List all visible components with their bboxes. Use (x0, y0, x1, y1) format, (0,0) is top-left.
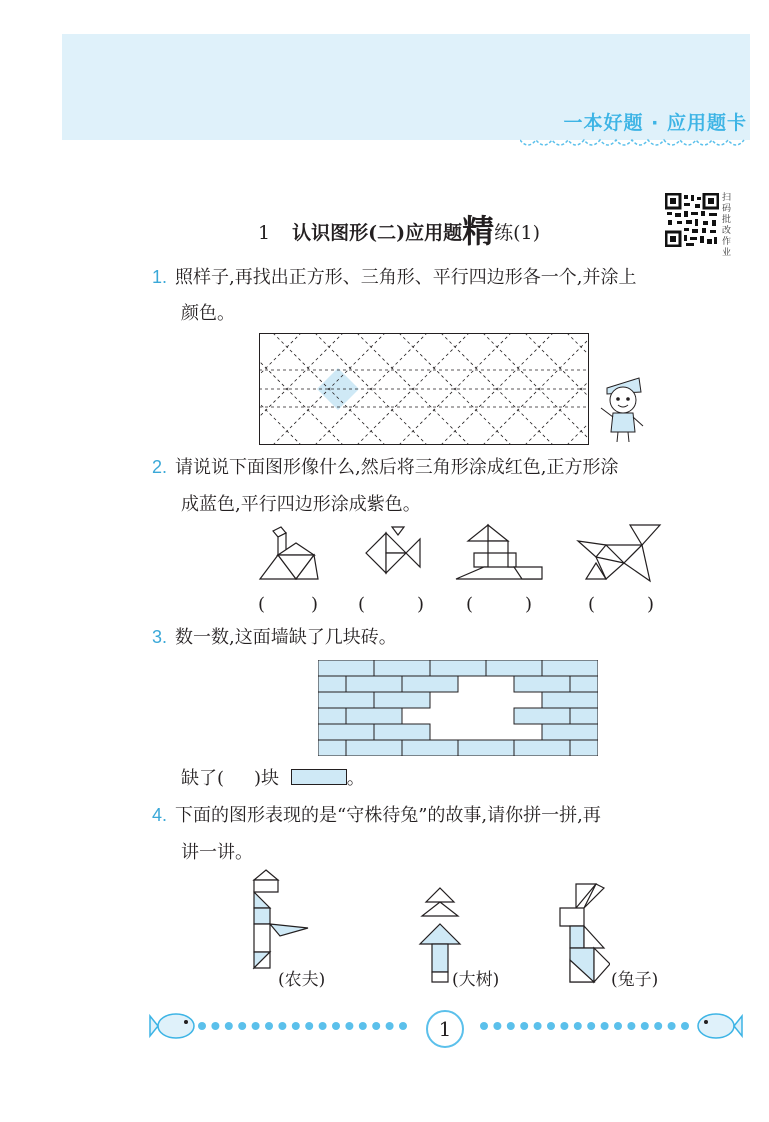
lesson-suffix: 练(1) (494, 222, 541, 244)
brick (570, 708, 598, 724)
fish-icon-left (148, 1008, 198, 1044)
tangram-boat (456, 525, 542, 579)
dotted-line-left (196, 1020, 414, 1032)
dotted-line-right (478, 1020, 696, 1032)
brick (318, 692, 374, 708)
question-3-number: 3. (152, 627, 168, 647)
banner-title: 一本好题 · 应用题卡 (563, 112, 747, 134)
question-4-text-cont: 讲一讲。 (181, 842, 253, 863)
qr-code-icon[interactable] (665, 193, 719, 247)
fish-icon-right (694, 1008, 744, 1044)
brick (542, 724, 598, 740)
lesson-big-char: 精 (462, 212, 495, 250)
question-1-text: 照样子,再找出正方形、三角形、平行四边形各一个,并涂上 (175, 267, 637, 288)
brick (374, 724, 430, 740)
question-2-number: 2. (152, 457, 168, 477)
brick (318, 676, 346, 692)
tangram-fish (366, 527, 420, 573)
brick (430, 660, 486, 676)
page-number: 1 (426, 1010, 464, 1048)
brick (458, 740, 514, 756)
question-2-text: 请说说下面图形像什么,然后将三角形涂成红色,正方形涂 (175, 457, 619, 478)
tangram-figures-row[interactable] (256, 523, 666, 585)
brick (374, 692, 430, 708)
brick (542, 692, 598, 708)
answer-paren-2[interactable]: ( ) (358, 594, 425, 615)
brick (514, 740, 570, 756)
brick-icon (291, 769, 347, 785)
label-rabbit: (兔子) (611, 970, 659, 990)
question-3-text: 数一数,这面墙缺了几块砖。 (175, 627, 397, 648)
answer-paren-3[interactable]: ( ) (466, 594, 533, 615)
tangram-farmer (254, 870, 308, 968)
dotted-grid-figure[interactable] (259, 333, 589, 445)
question-1-number: 1. (152, 267, 168, 287)
brick (514, 676, 570, 692)
brick (318, 660, 374, 676)
question-1 (152, 261, 636, 294)
brick (374, 660, 430, 676)
qr-caption: 扫码批改作业 (722, 193, 732, 258)
tangram-swan (260, 527, 318, 579)
brick (570, 676, 598, 692)
lesson-number: 1 (258, 222, 271, 244)
brick (514, 708, 570, 724)
answer-paren-1[interactable]: ( ) (258, 594, 319, 615)
brick (402, 740, 458, 756)
label-tree: (大树) (452, 970, 500, 990)
question-1-text-cont: 颜色。 (181, 303, 235, 324)
question-4-text: 下面的图形表现的是“守株待兔”的故事,请你拼一拼,再 (175, 805, 601, 826)
brick (318, 740, 346, 756)
lesson-title (258, 206, 540, 252)
lesson-title-text: 认识图形(二)应用题 (292, 222, 463, 244)
question-3 (152, 621, 397, 654)
answer-paren-4[interactable]: ( ) (588, 594, 655, 615)
cartoon-girl-icon (593, 370, 653, 445)
brick (318, 708, 346, 724)
brick (346, 708, 402, 724)
brick (570, 740, 598, 756)
tangram-horse (578, 525, 660, 581)
brick (486, 660, 542, 676)
tangram-rabbit (560, 884, 610, 982)
brick (346, 676, 402, 692)
brick-wall-figure[interactable] (318, 660, 598, 756)
question-4 (152, 799, 601, 832)
question-3-answer[interactable]: 缺了( )块 。 (181, 768, 365, 789)
question-4-number: 4. (152, 805, 168, 825)
scallop-border (520, 136, 745, 150)
brick (402, 676, 458, 692)
label-farmer: (农夫) (278, 970, 326, 990)
question-2-text-cont: 成蓝色,平行四边形涂成紫色。 (181, 494, 421, 515)
question-2 (152, 451, 618, 484)
brick (318, 724, 374, 740)
brick (542, 660, 598, 676)
brick (346, 740, 402, 756)
